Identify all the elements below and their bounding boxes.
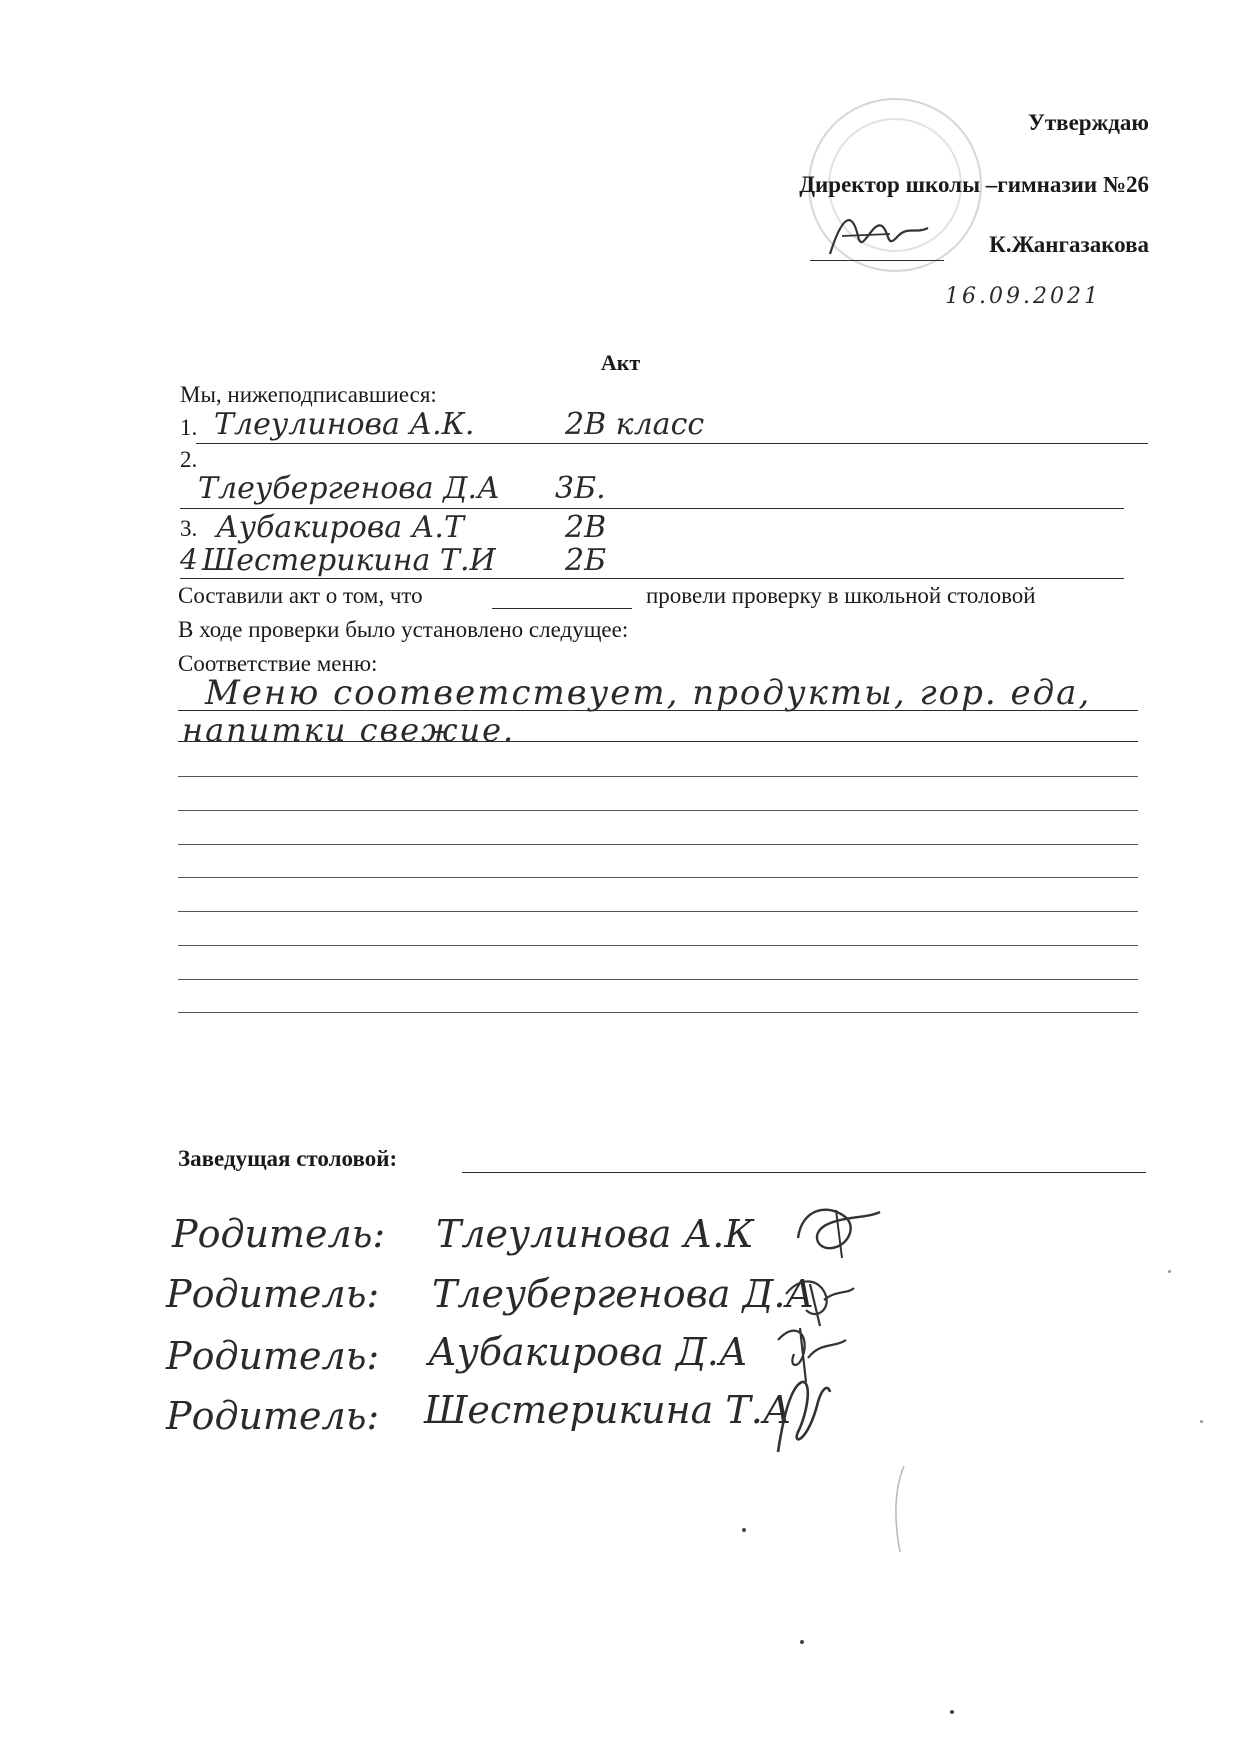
member-1-line: [196, 443, 1148, 444]
parent-4-signature: [768, 1372, 838, 1462]
composed-prefix: Составили акт о том, что: [178, 583, 423, 608]
member-1-number: 1.: [180, 415, 198, 440]
parent-1-signature: [788, 1198, 888, 1268]
scan-speck: [1200, 1420, 1203, 1423]
approval-title: Утверждаю: [1028, 110, 1149, 135]
menu-note-2: напитки свежие.: [182, 711, 516, 749]
member-4-name: Шестерикина Т.И: [202, 543, 496, 578]
member-3-4-line: [180, 578, 1124, 579]
act-intro: Мы, нижеподписавшиеся:: [180, 382, 437, 407]
ruled-line: [178, 945, 1138, 946]
composed-blank: [492, 608, 632, 609]
ruled-line: [178, 810, 1138, 811]
scan-speck: [742, 1528, 746, 1532]
ruled-line: [178, 1012, 1138, 1013]
approval-date: 16.09.2021: [945, 284, 1101, 309]
member-1-name: Тлеулинова А.К.: [214, 407, 475, 442]
ruled-line: [178, 776, 1138, 777]
approval-position: Директор школы –гимназии №26: [799, 172, 1149, 197]
check-found: В ходе проверки было установлено следущее:: [178, 617, 629, 642]
member-3-number: 3.: [180, 516, 198, 541]
ruled-line: [178, 979, 1138, 980]
scan-speck: [800, 1640, 804, 1644]
canteen-head-label: Заведущая столовой:: [178, 1146, 398, 1171]
scan-speck: [1168, 1270, 1171, 1273]
ruled-line: [178, 911, 1138, 912]
member-3-class: 2В: [565, 510, 607, 545]
member-4-number: 4: [180, 543, 198, 576]
canteen-head-line: [462, 1172, 1146, 1173]
parent-2-role: Родитель:: [166, 1272, 380, 1316]
parent-1-name: Тлеулинова А.К: [436, 1212, 754, 1256]
member-2-class: 3Б.: [555, 471, 606, 506]
parent-3-role: Родитель:: [166, 1334, 380, 1378]
menu-note-1: Меню соответствует, продукты, гор. еда,: [205, 673, 1092, 713]
parent-2-name: Тлеубергенова Д.А: [432, 1272, 815, 1316]
menu-label: Соответствие меню:: [178, 651, 378, 676]
member-3-name: Аубакирова А.Т: [216, 510, 464, 545]
parent-4-name: Шестерикина Т.А: [424, 1388, 792, 1432]
parent-4-role: Родитель:: [166, 1394, 380, 1438]
approval-name: К.Жангазакова: [989, 232, 1149, 257]
parent-1-role: Родитель:: [172, 1212, 386, 1256]
composed-suffix: провели проверку в школьной столовой: [646, 583, 1036, 608]
member-4-class: 2Б: [565, 543, 607, 578]
member-2-name: Тлеубергенова Д.А: [198, 471, 500, 506]
member-2-line: [180, 508, 1124, 509]
ruled-line: [178, 844, 1138, 845]
member-1-class: 2В класс: [565, 407, 705, 442]
ruled-line: [178, 877, 1138, 878]
menu-line-2: [178, 741, 1138, 742]
act-title: Акт: [600, 350, 641, 375]
scan-speck: [950, 1710, 954, 1714]
scan-mark: [886, 1460, 926, 1560]
director-signature: [812, 206, 942, 266]
parent-3-name: Аубакирова Д.А: [428, 1330, 748, 1374]
member-2-number: 2.: [180, 447, 198, 472]
